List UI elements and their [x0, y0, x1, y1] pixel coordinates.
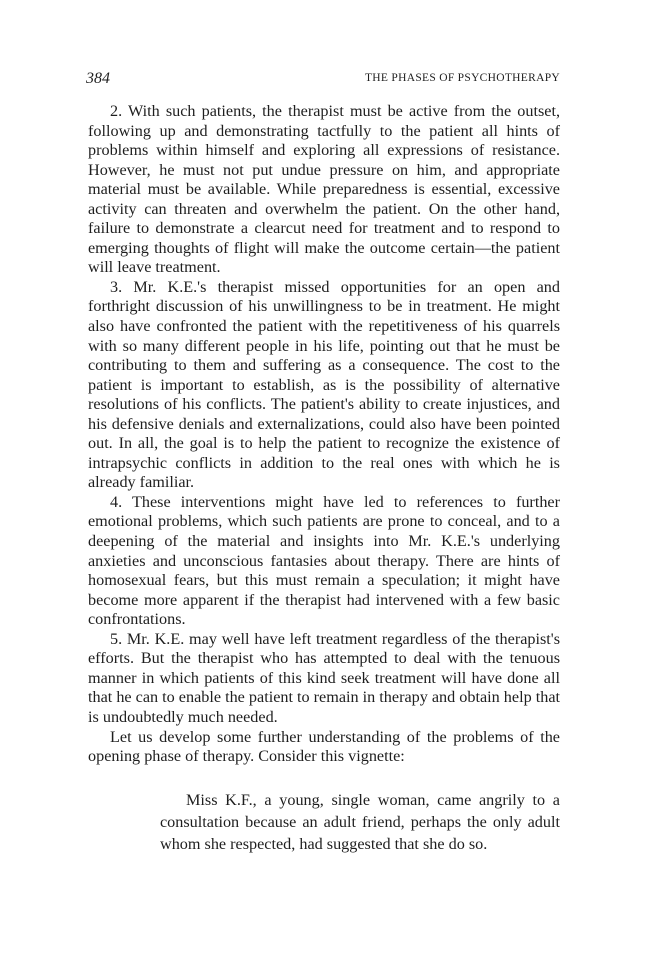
page-number: 384	[86, 70, 110, 87]
paragraph-3: 3. Mr. K.E.'s therapist missed opportunities for an open and forthright discussion of his unwillingness to be in treatment. He might also have confronted the patient with the repetitiveness of his quarrels with so many different people in his life, pointing out that he must be contributing to them and suffering as a consequence. The cost to the patient is important to establish, as is the possibility of alternative resolutions of his conflicts. The patient's ability to create injustices, and his defensive denials and externalizations, could also have been pointed out. In all, the goal is to help the patient to recognize the existence of intrapsychic conflicts in addition to the real ones with which he is already familiar.	[88, 277, 560, 492]
paragraph-4: 4. These interventions might have led to references to further emotional problems, which such patients are prone to conceal, and to a deepening of the material and insights into Mr. K.E.'s underlying anxieties and unconscious fantasies about therapy. There are hints of homosexual fears, but this must remain a speculation; it might have become more apparent if the therapist had intervened with a few basic confrontations.	[88, 492, 560, 629]
page-header	[86, 70, 560, 90]
paragraph-2: 2. With such patients, the therapist must be active from the outset, following up and demonstrating tactfully to the patient all hints of problems within himself and exploring all expressions of resistance. However, he must not put undue pressure on him, and appropriate material must be available. While preparedness is essential, excessive activity can threaten and overwhelm the patient. On the other hand, failure to demonstrate a clearcut need for treatment and to respond to emerging thoughts of flight will make the outcome certain—the patient will leave treatment.	[88, 102, 560, 277]
vignette-text: Miss K.F., a young, single woman, came angrily to a consultation because an adult friend, perhaps the only adult whom she respected, had suggested that she do so.	[160, 791, 560, 853]
body-text	[88, 102, 560, 767]
vignette-block	[160, 789, 560, 855]
paragraph-transition: Let us develop some further understanding of the problems of the opening phase of therapy. Consider this vignette:	[88, 727, 560, 766]
running-head: THE PHASES OF PSYCHOTHERAPY	[364, 72, 560, 84]
paragraph-5: 5. Mr. K.E. may well have left treatment regardless of the therapist's efforts. But the therapist who has attempted to deal with the tenuous manner in which patients of this kind seek treatment will have done all that he can to enable the patient to remain in therapy and obtain help that is undoubtedly much needed.	[88, 629, 560, 726]
